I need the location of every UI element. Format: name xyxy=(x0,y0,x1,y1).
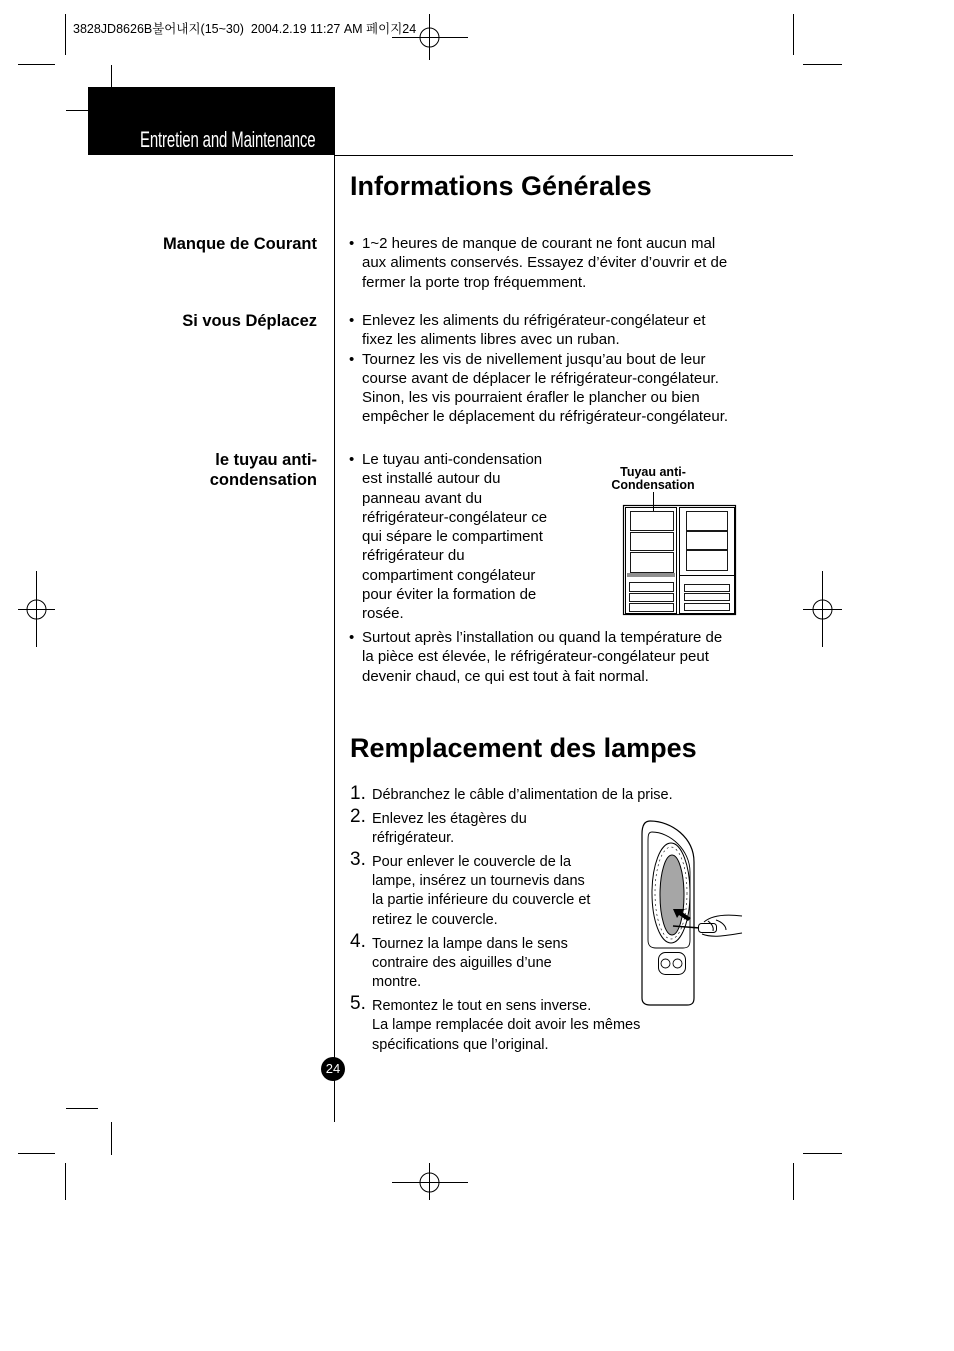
list-item: • Tournez les vis de nivellement jusqu’au bout de leur course avant de déplacer le réfrigérateur-congélateur. Sinon, les vis pourraient érafler le plancher ou bien empêcher le déplacement du réfrigérateur-congélateur. xyxy=(349,350,728,427)
section-tab-title: Entretien and Maintenance xyxy=(140,127,316,152)
list-item: • 1~2 heures de manque de courant ne font aucun mal aux aliments conservés. Essayez d’éviter d’ouvrir et de fermer la porte trop fréquemment. xyxy=(349,234,727,292)
list-item: • Le tuyau anti-condensation est installé autour du panneau avant du réfrigérateur-congélateur ce qui sépare le compartiment réfrigérateur du compartiment congélateur pour éviter la formation de rosée. xyxy=(349,450,547,623)
registration-mark-left xyxy=(18,571,55,647)
figure-caption: Tuyau anti- Condensation xyxy=(611,465,695,492)
step-item xyxy=(350,931,673,993)
fridge-left-door xyxy=(626,508,677,614)
fridge-right-door xyxy=(680,508,735,614)
step-item xyxy=(350,849,673,930)
page-number: 24 xyxy=(321,1057,345,1081)
lamp-replacement-heading: Remplacement des lampes xyxy=(350,733,697,763)
list-item: • Surtout après l’installation ou quand la température de la pièce est élevée, le réfrigérateur-congélateur peut devenir chaud, ce qui est tout à fait normal. xyxy=(349,628,722,686)
moving-label: Si vous Déplacez xyxy=(182,312,317,330)
step-text: Pour enlever le couvercle de la lampe, insérez un tournevis dans la partie inférieure du couvercle et retirez le couvercle. xyxy=(372,853,591,928)
section-tab xyxy=(88,87,334,155)
power-outage-list xyxy=(349,234,727,292)
step-number: 2. xyxy=(350,806,366,828)
step-text: Remontez le tout en sens inverse. La lampe remplacée doit avoir les mêmes spécifications que l’original. xyxy=(372,997,641,1053)
step-item xyxy=(350,782,673,805)
step-number: 5. xyxy=(350,993,366,1015)
anti-condensation-label: le tuyau anti- condensation xyxy=(209,451,317,489)
step-number: 4. xyxy=(350,931,366,953)
refrigerator-front-diagram xyxy=(624,492,736,615)
list-item: • Enlevez les aliments du réfrigérateur-congélateur et fixez les aliments libres avec un ruban. xyxy=(349,311,728,350)
step-item xyxy=(350,993,673,1055)
general-info-heading: Informations Générales xyxy=(350,171,652,201)
step-text: Enlevez les étagères du réfrigérateur. xyxy=(372,810,527,847)
print-slug: 3828JD8626B불어내지(15~30) 2004.2.19 11:27 AM 페이지24 xyxy=(73,22,417,36)
step-number: 1. xyxy=(350,782,366,804)
step-text: Tournez la lampe dans le sens contraire des aiguilles d’une montre. xyxy=(372,935,568,991)
anti-condensation-list xyxy=(349,450,547,623)
step-item xyxy=(350,806,673,849)
anti-condensation-pipe xyxy=(627,573,675,577)
lamp-replacement-steps xyxy=(350,782,673,1059)
registration-mark-right xyxy=(803,571,842,647)
step-number: 3. xyxy=(350,849,366,871)
moving-list xyxy=(349,311,728,427)
registration-mark-bottom xyxy=(392,1163,468,1200)
anti-condensation-list-continued xyxy=(349,628,722,686)
power-outage-label: Manque de Courant xyxy=(162,235,317,253)
step-text: Débranchez le câble d’alimentation de la prise. xyxy=(372,787,673,803)
